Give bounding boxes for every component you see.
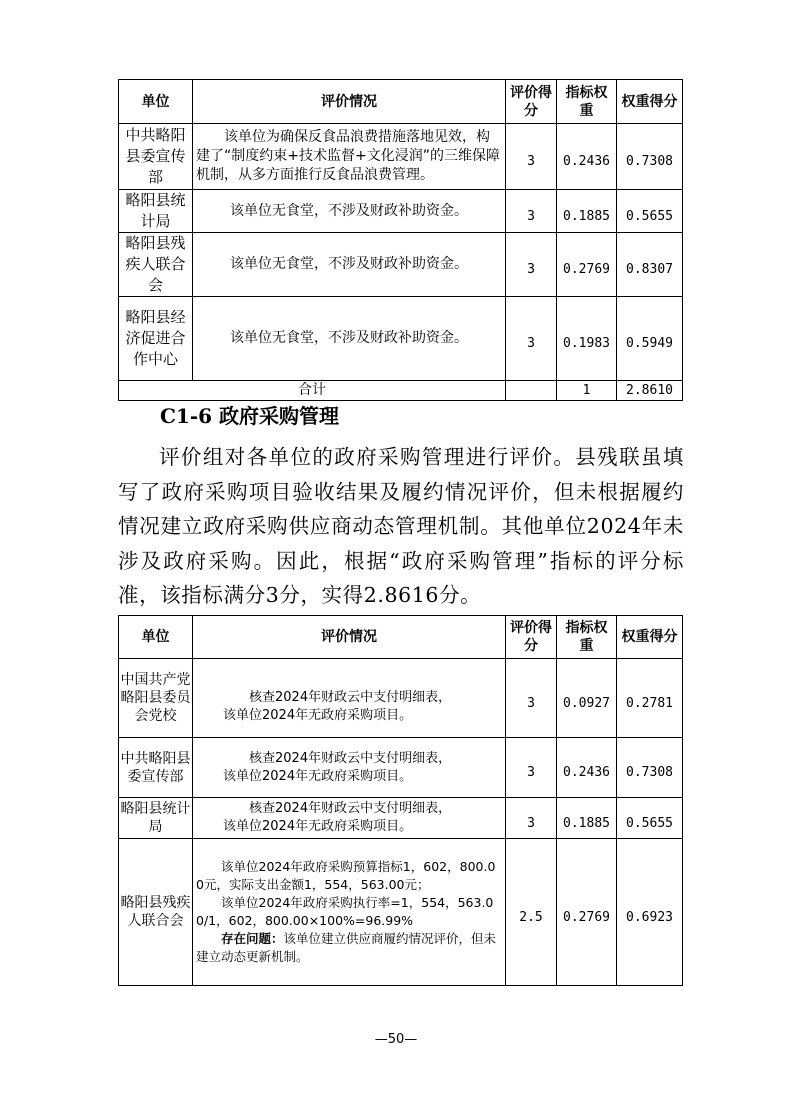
evaluation-cell [193, 798, 506, 839]
header-weight: 指标权重 [557, 616, 617, 659]
weighted-score-cell: 0.8307 [617, 233, 683, 297]
header-evaluation: 评价情况 [193, 80, 506, 124]
table-header-row [119, 80, 683, 124]
issue-text [196, 930, 502, 966]
score-cell: 2.5 [506, 839, 557, 986]
food-waste-evaluation-table [118, 79, 683, 401]
unit-cell: 略阳县残疾人联合会 [119, 839, 193, 986]
score-cell: 3 [506, 124, 557, 190]
weighted-score-cell: 0.5655 [617, 798, 683, 839]
table-row [119, 738, 683, 798]
section-paragraph: 评价组对各单位的政府采购管理进行评价。县残联虽填写了政府采购项目验收结果及履约情况评价，但未根据履约情况建立政府采购供应商动态管理机制。其他单位2024年未涉及政府采购。因此，根据“政府采购管理”指标的评分标准，该指标满分3分，实得2.8616分。 [118, 445, 684, 607]
evaluation-cell [193, 124, 506, 190]
page-number: —50— [374, 1032, 418, 1047]
weighted-score-cell: 0.5949 [617, 297, 683, 381]
score-cell: 3 [506, 190, 557, 233]
score-cell: 3 [506, 233, 557, 297]
evaluation-text: 核查2024年财政云中支付明细表，该单位2024年无政府采购项目。 [223, 690, 452, 723]
evaluation-text: 核查2024年财政云中支付明细表，该单位2024年无政府采购项目。 [223, 801, 452, 834]
evaluation-text: 核查2024年财政云中支付明细表，该单位2024年无政府采购项目。 [223, 750, 452, 784]
weight-cell: 0.1983 [557, 297, 617, 381]
unit-cell: 略阳县统计局 [119, 798, 193, 839]
table-row [119, 839, 683, 986]
score-cell: 3 [506, 297, 557, 381]
unit-cell: 略阳县残疾人联合会 [119, 233, 193, 297]
budget-text: 该单位2024年政府采购预算指标1，602，800.00元，实际支出金额1，554，563.00元； [196, 859, 496, 892]
table-row [119, 297, 683, 381]
weight-cell: 0.2769 [557, 233, 617, 297]
total-row [119, 381, 683, 401]
header-weighted-score: 权重得分 [617, 80, 683, 124]
section-heading: C1-6 政府采购管理 [160, 404, 340, 428]
table-header-row [119, 616, 683, 659]
table-row [119, 233, 683, 297]
weight-cell: 0.2436 [557, 124, 617, 190]
evaluation-cell: 该单位无食堂，不涉及财政补助资金。 [193, 190, 506, 233]
weighted-score-cell: 0.2781 [617, 659, 683, 738]
score-cell: 3 [506, 738, 557, 798]
score-cell: 3 [506, 798, 557, 839]
header-unit: 单位 [119, 616, 193, 659]
header-weight: 指标权重 [557, 80, 617, 124]
unit-cell: 中共略阳县委宣传部 [119, 738, 193, 798]
issue-content: 该单位建立供应商履约情况评价，但未建立动态更新机制。 [196, 931, 497, 964]
weight-cell: 0.1885 [557, 798, 617, 839]
header-unit: 单位 [119, 80, 193, 124]
evaluation-cell: 该单位无食堂，不涉及财政补助资金。 [193, 297, 506, 381]
weighted-score-cell: 0.7308 [617, 738, 683, 798]
header-weighted-score: 权重得分 [617, 616, 683, 659]
evaluation-text: 该单位为确保反食品浪费措施落地见效，构建了“制度约束+技术监督+文化浸润”的三维保障机制，从多方面推行反食品浪费管理。 [196, 129, 500, 183]
weight-cell: 0.0927 [557, 659, 617, 738]
evaluation-cell: 该单位无食堂，不涉及财政补助资金。 [193, 233, 506, 297]
weight-cell: 0.1885 [557, 190, 617, 233]
issue-label: 存在问题： [221, 931, 284, 946]
unit-cell: 略阳县统计局 [119, 190, 193, 233]
unit-cell: 中共略阳县委宣传部 [119, 124, 193, 190]
table-row [119, 190, 683, 233]
weighted-score-cell: 0.6923 [617, 839, 683, 986]
procurement-evaluation-table [118, 615, 683, 986]
score-cell: 3 [506, 659, 557, 738]
total-label: 合计 [119, 381, 506, 401]
total-weight: 1 [557, 381, 617, 401]
weighted-score-cell: 0.5655 [617, 190, 683, 233]
total-score [506, 381, 557, 401]
weight-cell: 0.2436 [557, 738, 617, 798]
evaluation-cell [193, 659, 506, 738]
header-score: 评价得分 [506, 616, 557, 659]
weight-cell: 0.2769 [557, 839, 617, 986]
unit-cell: 略阳县经济促进合作中心 [119, 297, 193, 381]
evaluation-cell [193, 839, 506, 986]
total-weighted-score: 2.8610 [617, 381, 683, 401]
table-row [119, 659, 683, 738]
unit-cell: 中国共产党略阳县委员会党校 [119, 659, 193, 738]
table-row [119, 124, 683, 190]
header-evaluation: 评价情况 [193, 616, 506, 659]
evaluation-cell [193, 738, 506, 798]
weighted-score-cell: 0.7308 [617, 124, 683, 190]
execution-rate-text: 该单位2024年政府采购执行率=1，554，563.00/1，602，800.00×100%=96.99% [196, 895, 494, 928]
header-score: 评价得分 [506, 80, 557, 124]
table-row [119, 798, 683, 839]
